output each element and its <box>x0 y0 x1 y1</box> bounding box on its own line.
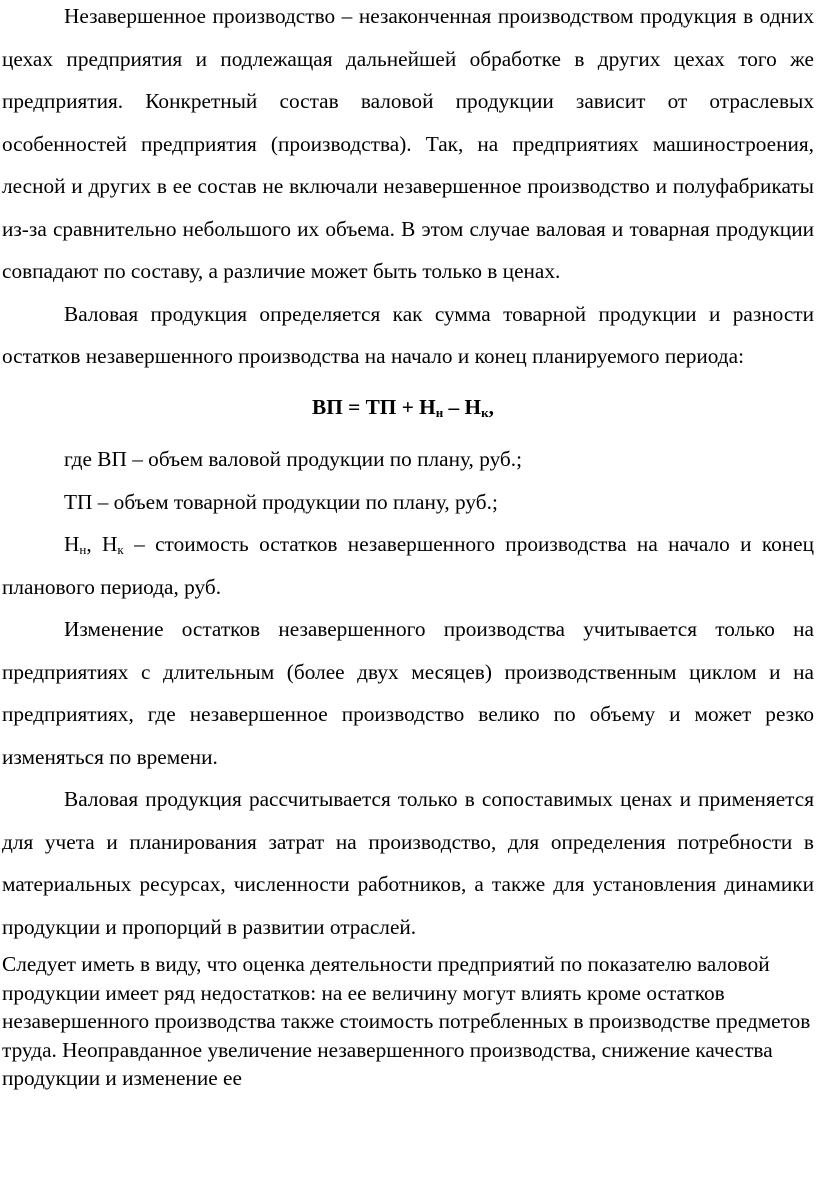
formula-lhs: ВП = ТП + Н <box>312 394 436 419</box>
formula-mid: – Н <box>443 394 482 419</box>
formula-sub-end: к <box>481 404 489 420</box>
formula-sub-start: н <box>435 404 444 420</box>
paragraph-tp-legend: ТП – объем товарной продукции по плану, руб.; <box>64 489 498 514</box>
paragraph-wip-definition: Незавершенное производство – незаконченная производством продукция в одних цехах предприятия и подлежащая дальнейшей обработке в других цехах того же предприятия. Конкретный состав валовой продукции зависит от отраслевых особенностей предприятия (производства). Так, на предприятиях машиностроения, лесной и других в ее состав не включали незавершенное производство и полуфабрикаты из-за сравнительно небольшого их объема. В этом случае валовая и товарная продукции совпадают по составу, а различие может быть только в ценах. <box>2 4 814 283</box>
paragraph-comparable-prices: Валовая продукция рассчитывается только в сопоставимых ценах и применяется для учета и планирования затрат на производство, для определения потребности в материальных ресурсах, численности работников, а также для установления динамики продукции и пропорций в развитии отраслей. <box>2 787 814 939</box>
legend-sub-end: к <box>117 542 124 557</box>
legend-sub-start: н <box>79 542 87 557</box>
paragraph-gross-output-definition: Валовая продукция определяется как сумма товарной продукции и разности остатков незавершенного производства на начало и конец планируемого периода: <box>2 301 814 368</box>
formula-end: , <box>488 394 494 419</box>
paragraph-shortcomings: Следует иметь в виду, что оценка деятельности предприятий по показателю валовой продукции имеет ряд недостатков: на ее величину могут влиять кроме остатков незавершенного производства также стоимость потребленных в производстве предметов труда. Неоправданное увеличение незавершенного производства, снижение качества продукции и изменение ее <box>2 952 811 1090</box>
paragraph-vp-legend: где ВП – объем валовой продукции по плану, руб.; <box>64 447 523 471</box>
paragraph-wip-change: Изменение остатков незавершенного производства учитывается только на предприятиях с длительным (более двух месяцев) производственным циклом и на предприятиях, где незавершенное производство велико по объему и может резко изменяться по времени. <box>2 617 814 769</box>
legend-sep: , Н <box>86 532 118 556</box>
legend-h1: Н <box>64 532 80 556</box>
gross-output-formula <box>0 386 816 435</box>
paragraph-wip-legend <box>0 523 816 608</box>
legend-text: – стоимость остатков незавершенного производства на начало и конец планового периода, руб. <box>2 532 814 599</box>
